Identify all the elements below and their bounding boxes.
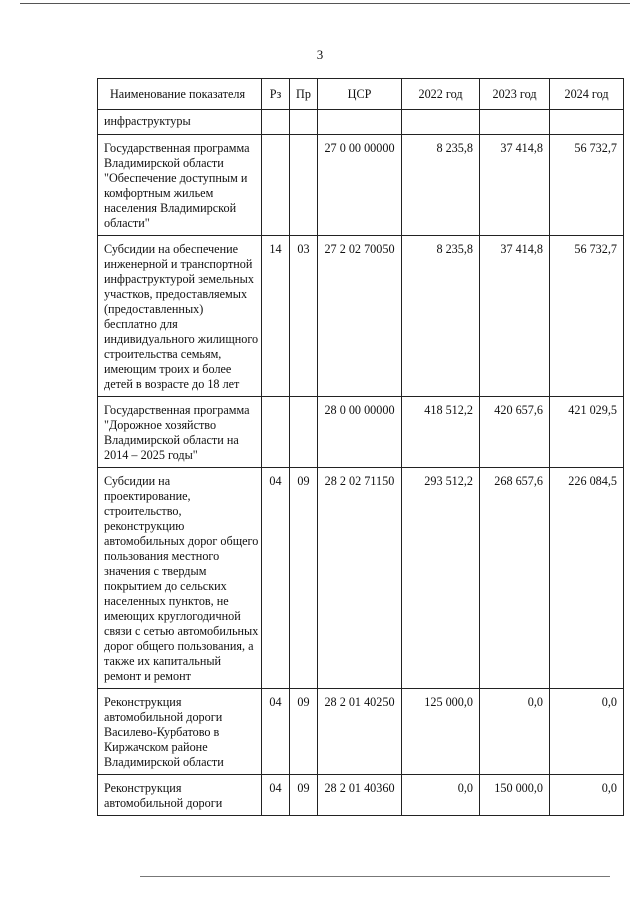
table-row [98,110,624,135]
row-csr: 28 2 02 71150 [318,468,402,689]
row-name: Реконструкция автомобильной дороги Василево-Курбатово в Киржачском районе Владимирской области [98,689,262,775]
row-pr: 09 [290,689,318,775]
row-2023: 268 657,6 [480,468,550,689]
header-2023: 2023 год [480,79,550,110]
row-2023 [480,110,550,135]
row-2022: 418 512,2 [402,397,480,468]
row-csr: 27 2 02 70050 [318,236,402,397]
header-rz: Рз [262,79,290,110]
row-name: Государственная программа Владимирской области "Обеспечение доступным и комфортным жильем населения Владимирской области" [98,135,262,236]
table-row [98,468,624,689]
row-csr: 28 0 00 00000 [318,397,402,468]
row-name: инфраструктуры [98,110,262,135]
row-2023: 37 414,8 [480,236,550,397]
page-number: 3 [316,47,324,62]
row-2023: 150 000,0 [480,775,550,816]
row-2023: 0,0 [480,689,550,775]
table-row [98,397,624,468]
header-pr: Пр [290,79,318,110]
table-row [98,689,624,775]
row-rz: 04 [262,689,290,775]
row-2022 [402,110,480,135]
table-row [98,775,624,816]
row-csr [318,110,402,135]
row-rz: 14 [262,236,290,397]
row-2022: 8 235,8 [402,135,480,236]
row-2022: 0,0 [402,775,480,816]
table-row [98,236,624,397]
row-pr: 03 [290,236,318,397]
row-rz [262,397,290,468]
header-2022: 2022 год [402,79,480,110]
row-rz: 04 [262,468,290,689]
row-2024: 56 732,7 [550,236,624,397]
row-rz [262,135,290,236]
row-rz [262,110,290,135]
row-rz: 04 [262,775,290,816]
row-2024: 421 029,5 [550,397,624,468]
row-name: Реконструкция автомобильной дороги [98,775,262,816]
table-row [98,135,624,236]
header-2024: 2024 год [550,79,624,110]
row-2023: 420 657,6 [480,397,550,468]
table-header-row [98,79,624,110]
row-2024: 0,0 [550,689,624,775]
row-2022: 8 235,8 [402,236,480,397]
header-name: Наименование показателя [98,79,262,110]
row-2024: 56 732,7 [550,135,624,236]
row-csr: 28 2 01 40360 [318,775,402,816]
row-2024: 226 084,5 [550,468,624,689]
row-name: Субсидии на обеспечение инженерной и транспортной инфраструктурой земельных участков, предоставляемых (предоставленных) бесплатно для индивидуального жилищного строительства семьям, имеющим троих и более детей в возрасте до 18 лет [98,236,262,397]
row-2022: 293 512,2 [402,468,480,689]
row-csr: 27 0 00 00000 [318,135,402,236]
row-2022: 125 000,0 [402,689,480,775]
budget-table [97,78,624,816]
row-pr: 09 [290,468,318,689]
row-name: Субсидии на проектирование, строительство, реконструкцию автомобильных дорог общего пользования местного значения с твердым покрытием до сельских населенных пунктов, не имеющих круглогодичной связи с сетью автомобильных дорог общего пользования, а также их капитальный ремонт и ремонт [98,468,262,689]
bottom-border-line [140,876,610,877]
header-csr: ЦСР [318,79,402,110]
row-pr [290,397,318,468]
row-pr [290,135,318,236]
row-name: Государственная программа "Дорожное хозяйство Владимирской области на 2014 – 2025 годы" [98,397,262,468]
row-2024: 0,0 [550,775,624,816]
row-csr: 28 2 01 40250 [318,689,402,775]
top-border-line [20,3,630,4]
row-2023: 37 414,8 [480,135,550,236]
row-pr: 09 [290,775,318,816]
row-2024 [550,110,624,135]
row-pr [290,110,318,135]
